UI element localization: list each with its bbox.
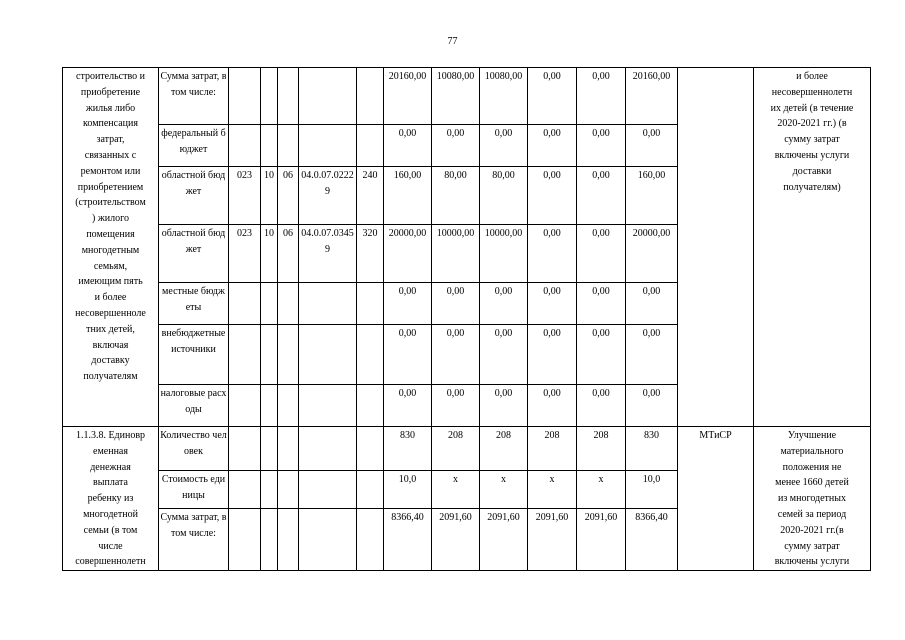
year-2020-value-cell: х [432, 471, 480, 509]
text-line: многодетным [81, 244, 140, 256]
target-article-code-cell [299, 385, 357, 427]
section-code-cell [261, 68, 278, 125]
period-total-value-cell: 8366,40 [626, 509, 678, 571]
section-code-cell [261, 385, 278, 427]
subsection-code-cell [278, 427, 299, 471]
text-line: ) жилого [92, 213, 129, 225]
total-value-cell: 830 [384, 427, 432, 471]
year-2023-value-cell: 0,00 [577, 167, 626, 225]
text-line: 2020-2021 гг.(в [780, 524, 844, 536]
grbs-code-cell: 023 [229, 167, 261, 225]
year-2021-value-cell: 80,00 [480, 167, 528, 225]
table-row [63, 427, 871, 471]
year-2022-value-cell: 0,00 [528, 325, 577, 385]
year-2023-value-cell: 0,00 [577, 325, 626, 385]
text-line: выплата [93, 477, 128, 489]
total-value-cell: 0,00 [384, 283, 432, 325]
grbs-code-cell [229, 471, 261, 509]
funding-source-cell: внебюджетные источники [159, 325, 229, 385]
period-total-value-cell: 830 [626, 427, 678, 471]
subsection-code-cell [278, 68, 299, 125]
year-2022-value-cell: х [528, 471, 577, 509]
target-article-code-cell [299, 427, 357, 471]
text-line: получателям) [783, 181, 841, 193]
text-line: ремонтом или [80, 165, 141, 177]
text-line: приобретением [77, 181, 144, 193]
period-total-value-cell: 20160,00 [626, 68, 678, 125]
grbs-code-cell [229, 68, 261, 125]
page-number: 77 [447, 36, 458, 47]
total-value-cell: 10,0 [384, 471, 432, 509]
text-line: строительство и [76, 71, 145, 82]
expected-result-cell [754, 68, 871, 427]
subsection-code-cell [278, 325, 299, 385]
expense-type-code-cell [357, 325, 384, 385]
year-2022-value-cell: 0,00 [528, 225, 577, 283]
section-code-cell [261, 471, 278, 509]
text-line: менее 1660 детей [775, 477, 849, 489]
text-line: ребенку из [87, 493, 134, 505]
section-code-cell [261, 509, 278, 571]
year-2020-value-cell: 208 [432, 427, 480, 471]
year-2022-value-cell: 0,00 [528, 283, 577, 325]
year-2023-value-cell: 0,00 [577, 125, 626, 167]
total-value-cell: 0,00 [384, 385, 432, 427]
expense-type-code-cell [357, 68, 384, 125]
expense-type-code-cell [357, 125, 384, 167]
target-article-code-cell [299, 68, 357, 125]
expense-type-code-cell: 240 [357, 167, 384, 225]
budget-table [62, 67, 871, 571]
grbs-code-cell [229, 385, 261, 427]
text-line: семьям, [93, 260, 128, 272]
total-value-cell: 0,00 [384, 325, 432, 385]
year-2021-value-cell: 0,00 [480, 385, 528, 427]
subsection-code-cell: 06 [278, 167, 299, 225]
executor-cell [678, 68, 754, 427]
year-2023-value-cell: 0,00 [577, 385, 626, 427]
subsection-code-cell [278, 283, 299, 325]
section-code-cell: 10 [261, 225, 278, 283]
expense-type-code-cell [357, 509, 384, 571]
expense-type-code-cell [357, 283, 384, 325]
year-2020-value-cell: 10080,00 [432, 68, 480, 125]
text-line: включая [92, 339, 129, 351]
text-line: и более [94, 292, 127, 304]
section-code-cell [261, 283, 278, 325]
grbs-code-cell: 023 [229, 225, 261, 283]
period-total-value-cell: 0,00 [626, 385, 678, 427]
year-2022-value-cell: 0,00 [528, 167, 577, 225]
text-line: семьи (в том [83, 524, 138, 536]
executor-cell: МТиСР [678, 427, 754, 571]
funding-source-cell: налоговые расходы [159, 385, 229, 427]
year-2021-value-cell: 0,00 [480, 125, 528, 167]
year-2023-value-cell: х [577, 471, 626, 509]
period-total-value-cell: 0,00 [626, 325, 678, 385]
text-line: Улучшение [787, 430, 837, 441]
target-article-code-cell [299, 509, 357, 571]
year-2021-value-cell: 0,00 [480, 283, 528, 325]
total-value-cell: 8366,40 [384, 509, 432, 571]
text-line: затрат, [96, 134, 125, 146]
funding-source-cell: областной бюджет [159, 167, 229, 225]
text-line: тних детей, [86, 323, 135, 335]
expense-type-code-cell: 320 [357, 225, 384, 283]
period-total-value-cell: 0,00 [626, 125, 678, 167]
grbs-code-cell [229, 509, 261, 571]
total-value-cell: 20000,00 [384, 225, 432, 283]
year-2023-value-cell: 0,00 [577, 283, 626, 325]
text-line: положения не [782, 461, 842, 473]
target-article-code-cell: 04.0.07.02229 [299, 167, 357, 225]
text-line: доставки [792, 165, 832, 177]
section-code-cell [261, 125, 278, 167]
text-line: помещения [86, 228, 135, 240]
grbs-code-cell [229, 125, 261, 167]
funding-source-cell: федеральный бюджет [159, 125, 229, 167]
period-total-value-cell: 20000,00 [626, 225, 678, 283]
year-2021-value-cell: 10080,00 [480, 68, 528, 125]
text-line: жилья либо [85, 102, 136, 114]
funding-source-cell: местные бюджеты [159, 283, 229, 325]
section-code-cell [261, 427, 278, 471]
funding-source-cell: Стоимость единицы [159, 471, 229, 509]
year-2021-value-cell: 2091,60 [480, 509, 528, 571]
period-total-value-cell: 10,0 [626, 471, 678, 509]
year-2020-value-cell: 80,00 [432, 167, 480, 225]
year-2021-value-cell: х [480, 471, 528, 509]
total-value-cell: 0,00 [384, 125, 432, 167]
target-article-code-cell [299, 283, 357, 325]
target-article-code-cell [299, 325, 357, 385]
year-2020-value-cell: 0,00 [432, 283, 480, 325]
subsection-code-cell [278, 385, 299, 427]
section-code-cell [261, 325, 278, 385]
measure-name-cell [63, 427, 159, 571]
text-line: еменная [93, 445, 128, 457]
subsection-code-cell: 06 [278, 225, 299, 283]
text-line: приобретение [80, 86, 141, 98]
expense-type-code-cell [357, 385, 384, 427]
text-line: несовершеннолетн [771, 86, 853, 98]
text-line: несовершенноле [75, 307, 146, 319]
section-code-cell: 10 [261, 167, 278, 225]
funding-source-cell: Сумма затрат, в том числе: [159, 68, 229, 125]
grbs-code-cell [229, 427, 261, 471]
period-total-value-cell: 160,00 [626, 167, 678, 225]
target-article-code-cell: 04.0.07.03459 [299, 225, 357, 283]
text-line: сумму затрат [784, 540, 840, 552]
text-line: доставку [91, 355, 130, 367]
table-row [63, 68, 871, 125]
text-line: получателям [83, 371, 138, 383]
text-line: материального [780, 445, 844, 457]
text-line: (строительством [75, 197, 146, 209]
year-2020-value-cell: 0,00 [432, 385, 480, 427]
text-line: совершеннолетн [75, 556, 146, 568]
text-line: включены услуги [774, 556, 850, 568]
text-line: многодетной [83, 508, 138, 520]
grbs-code-cell [229, 325, 261, 385]
year-2022-value-cell: 2091,60 [528, 509, 577, 571]
text-line: 1.1.3.8. Единовр [75, 430, 146, 441]
text-line: из многодетных [777, 493, 846, 505]
year-2022-value-cell: 0,00 [528, 125, 577, 167]
year-2022-value-cell: 0,00 [528, 68, 577, 125]
expected-result-cell [754, 427, 871, 571]
text-line: их детей (в течение [770, 102, 854, 114]
year-2023-value-cell: 0,00 [577, 225, 626, 283]
year-2021-value-cell: 0,00 [480, 325, 528, 385]
text-line: включены услуги [774, 149, 850, 161]
year-2021-value-cell: 208 [480, 427, 528, 471]
text-line: семей за период [777, 508, 847, 520]
target-article-code-cell [299, 125, 357, 167]
year-2020-value-cell: 0,00 [432, 125, 480, 167]
expense-type-code-cell [357, 471, 384, 509]
subsection-code-cell [278, 471, 299, 509]
year-2020-value-cell: 10000,00 [432, 225, 480, 283]
subsection-code-cell [278, 509, 299, 571]
text-line: числе [98, 540, 123, 552]
text-line: имеющим пять [78, 276, 143, 288]
text-line: связанных с [84, 149, 137, 161]
funding-source-cell: областной бюджет [159, 225, 229, 283]
measure-name-cell [63, 68, 159, 427]
year-2021-value-cell: 10000,00 [480, 225, 528, 283]
subsection-code-cell [278, 125, 299, 167]
target-article-code-cell [299, 471, 357, 509]
grbs-code-cell [229, 283, 261, 325]
year-2020-value-cell: 0,00 [432, 325, 480, 385]
total-value-cell: 20160,00 [384, 68, 432, 125]
funding-source-cell: Количество человек [159, 427, 229, 471]
year-2020-value-cell: 2091,60 [432, 509, 480, 571]
text-line: и более [796, 71, 828, 82]
year-2022-value-cell: 208 [528, 427, 577, 471]
year-2023-value-cell: 208 [577, 427, 626, 471]
year-2023-value-cell: 2091,60 [577, 509, 626, 571]
year-2023-value-cell: 0,00 [577, 68, 626, 125]
text-line: сумму затрат [784, 134, 840, 146]
text-line: 2020-2021 гг.) (в [777, 118, 847, 130]
text-line: денежная [90, 461, 131, 473]
total-value-cell: 160,00 [384, 167, 432, 225]
text-line: компенсация [83, 118, 138, 130]
period-total-value-cell: 0,00 [626, 283, 678, 325]
year-2022-value-cell: 0,00 [528, 385, 577, 427]
funding-source-cell: Сумма затрат, в том числе: [159, 509, 229, 571]
expense-type-code-cell [357, 427, 384, 471]
